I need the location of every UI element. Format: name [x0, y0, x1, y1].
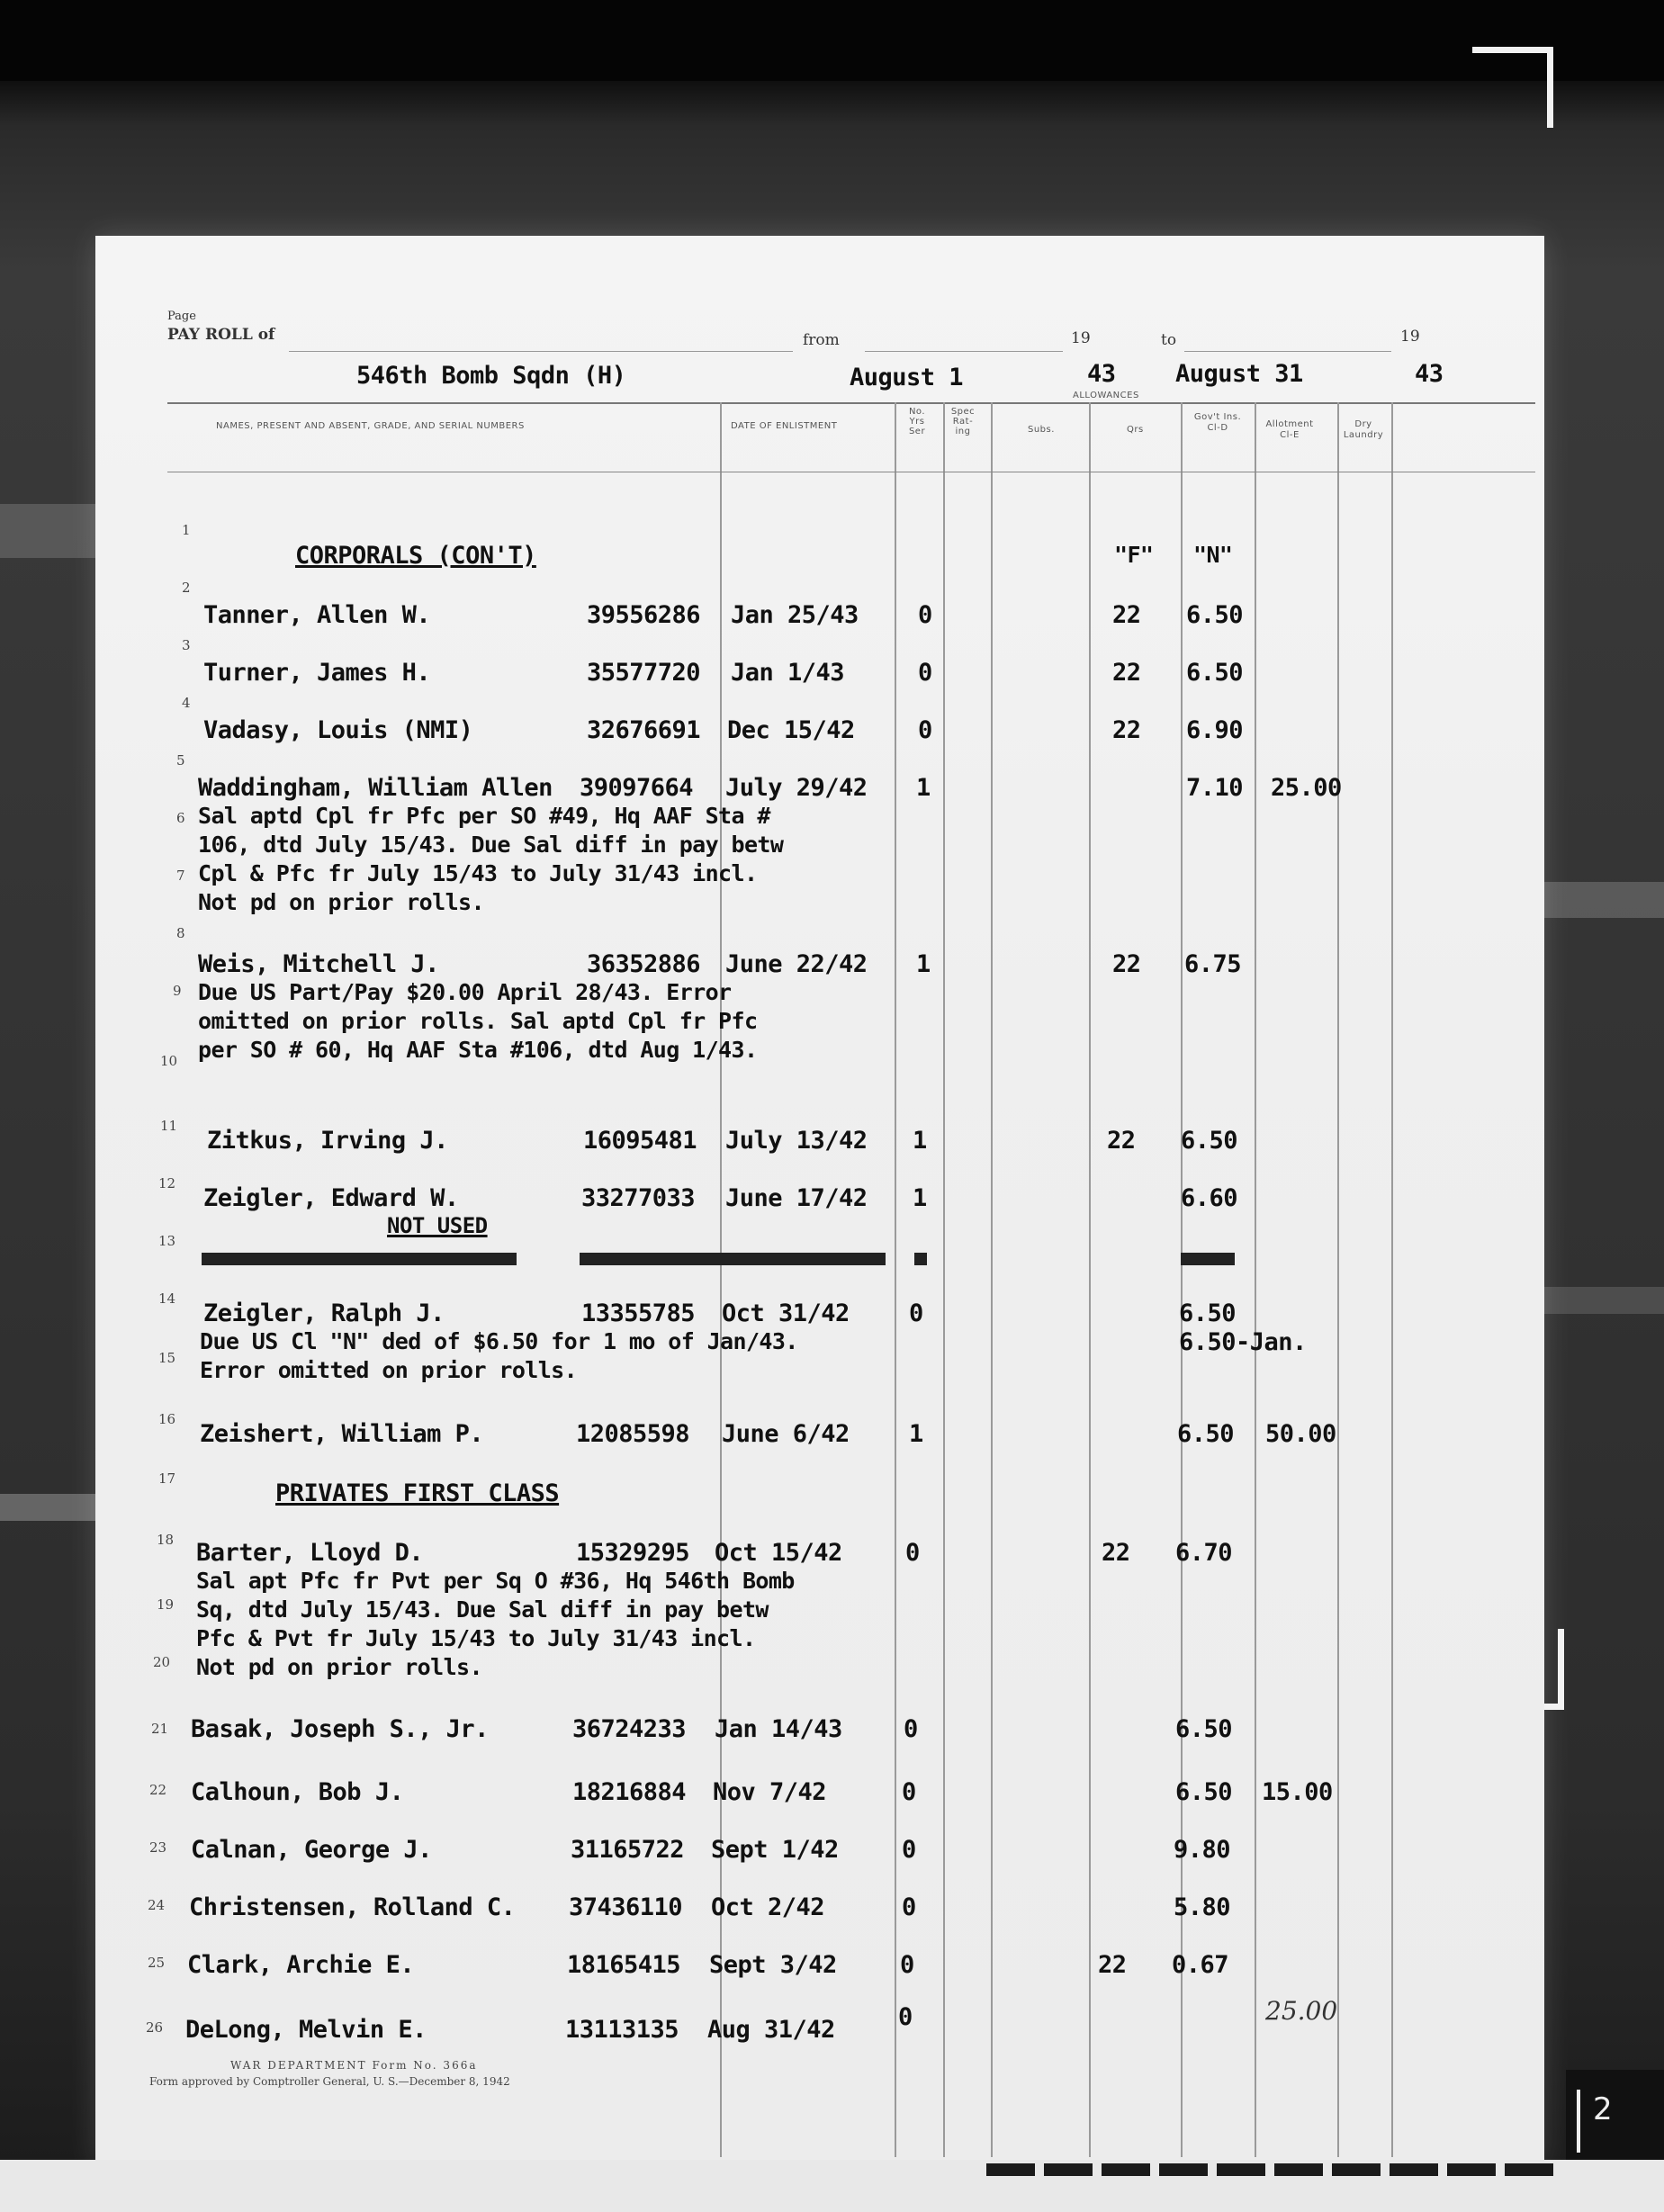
entry-enlisted: July 13/42 [725, 1127, 868, 1155]
entry-insurance: 6.75 [1184, 950, 1242, 978]
remark-line: Due US Cl "N" ded of $6.50 for 1 mo of Jan/43. [200, 1328, 798, 1354]
entry-name: Clark, Archie E. [187, 1951, 415, 1979]
pay-roll-of-label: PAY ROLL of [167, 326, 275, 344]
form-approval: Form approved by Comptroller General, U. S.—December 8, 1942 [149, 2075, 510, 2088]
entry-insurance: 5.80 [1174, 1893, 1231, 1921]
entry-name: Basak, Joseph S., Jr. [191, 1715, 489, 1743]
entry-name: Calhoun, Bob J. [191, 1778, 404, 1806]
col-rule [943, 402, 945, 2157]
entry-insurance: 6.60 [1181, 1184, 1238, 1212]
entry-serial: 16095481 [583, 1127, 697, 1155]
year-prefix-1: 19 [1071, 329, 1091, 347]
col-names: NAMES, PRESENT AND ABSENT, GRADE, AND SERIAL NUMBERS [216, 421, 525, 431]
entry-enlisted: Oct 15/42 [715, 1539, 842, 1567]
section-heading-pfc: PRIVATES FIRST CLASS [275, 1479, 560, 1507]
line-number: 24 [148, 1897, 166, 1913]
entry-enlisted: June 17/42 [725, 1184, 868, 1212]
line-number: 21 [151, 1721, 169, 1737]
entry-allotment: 50.00 [1265, 1420, 1336, 1448]
entry-enlisted: Jan 25/43 [731, 601, 859, 629]
entry-years: 0 [902, 1893, 916, 1921]
entry-name: Vadasy, Louis (NMI) [203, 716, 473, 744]
entry-name: Tanner, Allen W. [203, 601, 431, 629]
entry-serial: 12085598 [576, 1420, 690, 1448]
entry-serial: 35577720 [587, 659, 701, 687]
entry-years: 1 [913, 1184, 927, 1212]
organization: 546th Bomb Sqdn (H) [356, 362, 626, 390]
col-qrs: Qrs [1127, 425, 1144, 435]
entry-years: 0 [918, 601, 932, 629]
remark-line: 106, dtd July 15/43. Due Sal diff in pay betw [198, 832, 784, 858]
line-number: 11 [160, 1118, 178, 1134]
film-perforation [1274, 2163, 1323, 2176]
entry-enlisted: Oct 2/42 [711, 1893, 825, 1921]
remark-line: per SO # 60, Hq AAF Sta #106, dtd Aug 1/43. [198, 1037, 758, 1063]
entry-insurance: 6.50 [1179, 1299, 1237, 1327]
remark-line: Due US Part/Pay $20.00 April 28/43. Error [198, 979, 732, 1005]
film-perforation [1217, 2163, 1265, 2176]
entry-years: 0 [902, 1836, 916, 1864]
col-rule [1089, 402, 1091, 2157]
entry-name: Christensen, Rolland C. [189, 1893, 516, 1921]
entry-qrs: 22 [1112, 716, 1141, 744]
entry-enlisted: Aug 31/42 [707, 2016, 835, 2044]
line-number: 12 [158, 1175, 176, 1191]
entry-enlisted: Sept 3/42 [709, 1951, 837, 1979]
col-rule [1391, 402, 1393, 2157]
rule [865, 351, 1063, 352]
to-label: to [1161, 331, 1177, 349]
entry-enlisted: Nov 7/42 [713, 1778, 827, 1806]
entry-years: 1 [913, 1127, 927, 1155]
entry-insurance: 6.50 [1186, 659, 1244, 687]
entry-allotment: 25.00 [1271, 774, 1342, 802]
entry-years: 0 [904, 1715, 918, 1743]
from-year: 43 [1087, 360, 1116, 388]
line-number: 3 [182, 637, 191, 653]
remark-line: Pfc & Pvt fr July 15/43 to July 31/43 incl. [196, 1625, 756, 1651]
col-rule [991, 402, 993, 2157]
entry-serial: 13355785 [581, 1299, 696, 1327]
entry-serial: 32676691 [587, 716, 701, 744]
entry-enlisted: June 22/42 [725, 950, 868, 978]
page-label: Page [167, 310, 196, 323]
line-number: 20 [153, 1654, 171, 1670]
entry-years: 1 [909, 1420, 923, 1448]
from-label: from [803, 331, 840, 349]
film-perforation [1447, 2163, 1496, 2176]
entry-enlisted: Jan 14/43 [715, 1715, 842, 1743]
entry-insurance: 6.50 [1186, 601, 1244, 629]
line-number: 15 [158, 1350, 176, 1366]
corner-registration-mark [1472, 47, 1553, 128]
struck-out-entry [914, 1253, 927, 1265]
entry-qrs: 22 [1112, 601, 1141, 629]
struck-out-entry [202, 1253, 517, 1265]
line-number: 13 [158, 1233, 176, 1249]
remark-extra: 6.50-Jan. [1179, 1328, 1307, 1356]
col-longevity: No. Yrs Ser [908, 407, 926, 436]
entry-insurance: 7.10 [1186, 774, 1244, 802]
entry-serial: 33277033 [581, 1184, 696, 1212]
col-enlistment: DATE OF ENLISTMENT [731, 421, 838, 431]
col-spec-rating: Spec Rat-ing [950, 407, 976, 436]
line-number: 14 [158, 1290, 176, 1307]
col-rule [1337, 402, 1339, 2157]
line-number: 18 [157, 1532, 175, 1548]
entry-enlisted: Jan 1/43 [731, 659, 845, 687]
line-number: 1 [182, 522, 191, 538]
remark-line: Error omitted on prior rolls. [200, 1357, 578, 1383]
entry-years: 0 [905, 1539, 920, 1567]
entry-serial: 15329295 [576, 1539, 690, 1567]
remark-line: Sq, dtd July 15/43. Due Sal diff in pay betw [196, 1596, 769, 1623]
entry-insurance: 6.50 [1177, 1420, 1235, 1448]
line-number: 19 [157, 1596, 175, 1613]
entry-serial: 18216884 [572, 1778, 687, 1806]
rule [1184, 351, 1391, 352]
entry-allotment: 15.00 [1262, 1778, 1333, 1806]
line-number: 25 [148, 1955, 166, 1971]
line-number: 6 [176, 810, 185, 826]
entry-years: 1 [916, 950, 931, 978]
year-prefix-2: 19 [1400, 328, 1420, 346]
line-number: 9 [173, 983, 182, 999]
entry-name: Zeishert, William P. [200, 1420, 484, 1448]
film-perforation [1390, 2163, 1438, 2176]
entry-name: Barter, Lloyd D. [196, 1539, 424, 1567]
entry-name: Zitkus, Irving J. [207, 1127, 448, 1155]
col-allotment: Allotment Cl-E [1265, 419, 1314, 440]
remark-line: Not pd on prior rolls. [196, 1654, 482, 1680]
film-perforation [1044, 2163, 1093, 2176]
entry-qrs: 22 [1112, 950, 1141, 978]
line-number: 17 [158, 1470, 176, 1487]
header-rule-top [167, 402, 1535, 404]
from-date: August 1 [850, 364, 964, 391]
payroll-sheet [95, 236, 1544, 2166]
line-number: 4 [182, 695, 191, 711]
form-number: WAR DEPARTMENT Form No. 366a [230, 2059, 478, 2072]
entry-allotment: 25.00 [1265, 1996, 1338, 2026]
remark-line: omitted on prior rolls. Sal aptd Cpl fr Pfc [198, 1008, 758, 1034]
remark-line: Sal aptd Cpl fr Pfc per SO #49, Hq AAF Sta # [198, 803, 770, 829]
entry-years: 0 [909, 1299, 923, 1327]
film-perforation [1102, 2163, 1150, 2176]
to-year: 43 [1415, 360, 1444, 388]
film-light-streak [1544, 1287, 1664, 1314]
entry-name: Calnan, George J. [191, 1836, 432, 1864]
entry-name: Weis, Mitchell J. [198, 950, 439, 978]
not-used-stamp: NOT USED [387, 1213, 488, 1238]
to-date: August 31 [1175, 360, 1303, 388]
entry-enlisted: Oct 31/42 [722, 1299, 850, 1327]
entry-enlisted: Dec 15/42 [727, 716, 855, 744]
line-number: 23 [149, 1839, 167, 1856]
entry-serial: 36352886 [587, 950, 701, 978]
entry-years: 0 [898, 2003, 913, 2031]
col-subs: Subs. [1028, 425, 1055, 435]
remark-line: Not pd on prior rolls. [198, 889, 484, 915]
film-perforation [986, 2163, 1035, 2176]
film-perforation [1505, 2163, 1553, 2176]
entry-serial: 18165415 [567, 1951, 681, 1979]
line-number: 5 [176, 752, 185, 769]
entry-name: Zeigler, Edward W. [203, 1184, 459, 1212]
entry-serial: 13113135 [565, 2016, 679, 2044]
entry-serial: 36724233 [572, 1715, 687, 1743]
entry-insurance: 9.80 [1174, 1836, 1231, 1864]
entry-name: Turner, James H. [203, 659, 431, 687]
line-number: 10 [160, 1053, 178, 1069]
entry-insurance: 6.90 [1186, 716, 1244, 744]
entry-serial: 37436110 [569, 1893, 683, 1921]
entry-name: Zeigler, Ralph J. [203, 1299, 445, 1327]
entry-enlisted: June 6/42 [722, 1420, 850, 1448]
frame-number: 2 [1593, 2091, 1613, 2127]
line-number: 7 [176, 868, 185, 884]
entry-years: 0 [900, 1951, 914, 1979]
allowances-label: ALLOWANCES [1073, 391, 1139, 400]
struck-out-entry [1181, 1253, 1235, 1265]
entry-insurance: 6.50 [1175, 1715, 1233, 1743]
frame-number-bar [1577, 2090, 1580, 2153]
line-number: 8 [176, 925, 185, 941]
entry-qrs: 22 [1102, 1539, 1130, 1567]
entry-qrs: 22 [1112, 659, 1141, 687]
entry-years: 1 [916, 774, 931, 802]
section-heading-corporals: CORPORALS (CON'T) [295, 542, 536, 570]
entry-insurance: 6.70 [1175, 1539, 1233, 1567]
entry-serial: 39097664 [580, 774, 694, 802]
film-perforation [1159, 2163, 1208, 2176]
line-number: 26 [146, 2019, 164, 2036]
line-number: 2 [182, 580, 191, 596]
entry-qrs: 22 [1107, 1127, 1136, 1155]
line-number: 16 [158, 1411, 176, 1427]
entry-years: 0 [902, 1778, 916, 1806]
entry-years: 0 [918, 659, 932, 687]
rule [289, 351, 793, 352]
film-edge-top [0, 0, 1664, 81]
col-insurance: Gov't Ins. Cl-D [1193, 412, 1242, 433]
film-perforation [1332, 2163, 1381, 2176]
entry-enlisted: Sept 1/42 [711, 1836, 839, 1864]
frame-number-box [1566, 2070, 1664, 2160]
qrs-class-marker: "F" [1114, 542, 1154, 568]
remark-line: Cpl & Pfc fr July 15/43 to July 31/43 incl. [198, 860, 758, 886]
entry-years: 0 [918, 716, 932, 744]
entry-serial: 39556286 [587, 601, 701, 629]
entry-name: DeLong, Melvin E. [185, 2016, 427, 2044]
entry-serial: 31165722 [571, 1836, 685, 1864]
entry-name: Waddingham, William Allen [198, 774, 553, 802]
remark-line: Sal apt Pfc fr Pvt per Sq O #36, Hq 546th Bomb [196, 1568, 795, 1594]
struck-out-entry [580, 1253, 886, 1265]
col-rule [1255, 402, 1256, 2157]
entry-insurance: 6.50 [1181, 1127, 1238, 1155]
film-light-streak [0, 504, 99, 558]
col-rule [895, 402, 896, 2157]
entry-insurance: 0.67 [1172, 1951, 1229, 1979]
film-light-streak [1544, 882, 1664, 918]
ins-class-marker: "N" [1193, 542, 1233, 568]
line-number: 22 [149, 1782, 167, 1798]
col-laundry: Dry Laundry [1343, 419, 1384, 440]
entry-qrs: 22 [1098, 1951, 1127, 1979]
entry-enlisted: July 29/42 [725, 774, 868, 802]
entry-insurance: 6.50 [1175, 1778, 1233, 1806]
